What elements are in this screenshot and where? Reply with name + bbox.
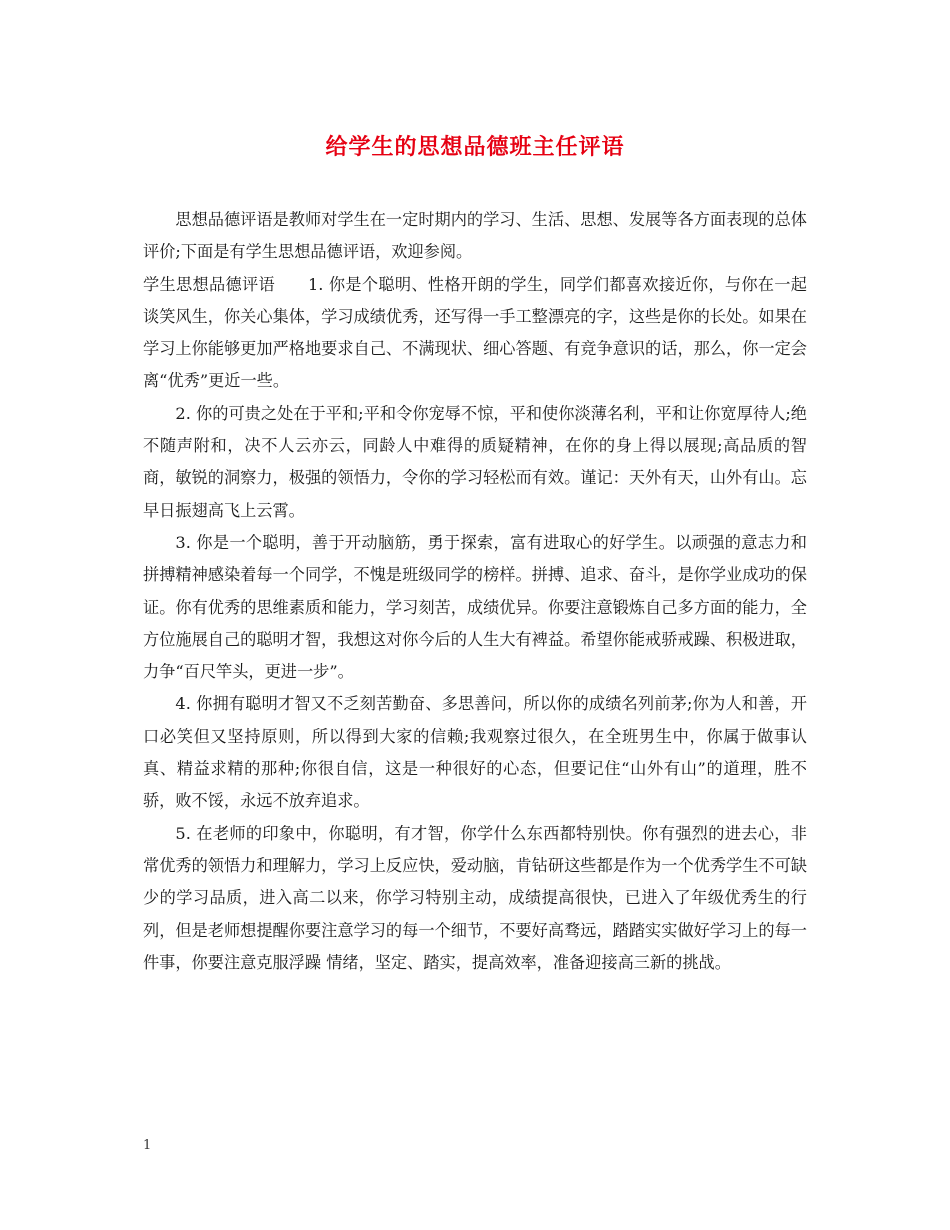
page-number: 1 <box>143 1138 152 1153</box>
document-title: 给学生的思想品德班主任评语 <box>325 134 625 160</box>
comment-paragraph-3: 3. 你是一个聪明，善于开动脑筋，勇于探索，富有进取心的好学生。以顽强的意志力和拼搏精神感染着每一个同学，不愧是班级同学的榜样。拼搏、追求、奋斗，是你学业成功的保证。你有优秀的思维素质和能力，学习刻苦，成绩优异。你要注意锻炼自己多方面的能力，全方位施展自己的聪明才智，我想这对你今后的人生大有裨益。希望你能戒骄戒躁、积极进取，力争“百尺竿头，更进一步”。 <box>143 532 807 682</box>
document-body <box>143 204 807 979</box>
comment-paragraph-4: 4. 你拥有聪明才智又不乏刻苦勤奋、多思善问，所以你的成绩名列前茅;你为人和善，开口必笑但又坚持原则，所以得到大家的信赖;我观察过很久，在全班男生中，你属于做事认真、精益求精的那种;你很自信，这是一种很好的心态，但要记住“山外有山”的道理，胜不骄，败不馁，永远不放弃追求。 <box>143 694 807 811</box>
comment-paragraph-2: 2. 你的可贵之处在于平和;平和令你宠辱不惊，平和使你淡薄名利，平和让你宽厚待人;绝不随声附和，决不人云亦云，同龄人中难得的质疑精神，在你的身上得以展现;高品质的智商，敏锐的洞察力，极强的领悟力，令你的学习轻松而有效。谨记：天外有天，山外有山。忘早日振翅高飞上云霄。 <box>143 403 807 520</box>
intro-paragraph: 思想品德评语是教师对学生在一定时期内的学习、生活、思想、发展等各方面表现的总体评价;下面是有学生思想品德评语，欢迎参阅。 <box>143 210 807 262</box>
comment-paragraph-1: 学生思想品德评语 1. 你是个聪明、性格开朗的学生，同学们都喜欢接近你，与你在一起谈笑风生，你关心集体，学习成绩优秀，还写得一手工整漂亮的字，这些是你的长处。如果在学习上你能够更加严格地要求自己、不满现状、细心答题、有竞争意识的话，那么，你一定会离“优秀”更近一些。 <box>143 274 807 391</box>
comment-paragraph-5: 5. 在老师的印象中，你聪明，有才智，你学什么东西都特别快。你有强烈的进去心，非常优秀的领悟力和理解力，学习上反应快，爱动脑，肯钻研这些都是作为一个优秀学生不可缺少的学习品质，进入高二以来，你学习特别主动，成绩提高很快，已进入了年级优秀生的行列，但是老师想提醒你要注意学习的每一个细节，不要好高骛远，踏踏实实做好学习上的每一件事，你要注意克服浮躁 情绪，坚定、踏实，提高效率，准备迎接高三新的挑战。 <box>143 823 807 972</box>
